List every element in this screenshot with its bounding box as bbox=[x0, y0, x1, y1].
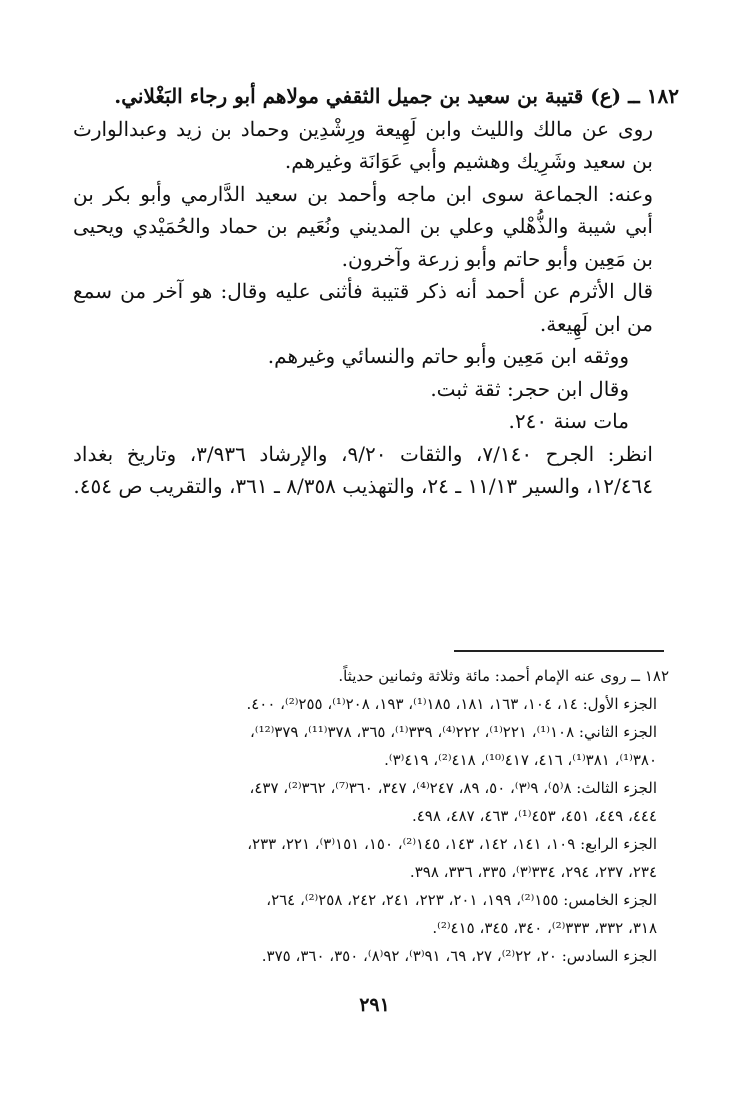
footnote-volume-3-continued: ٤٤٤، ٤٤٩، ٤٥١، ٤٥٣⁽¹⁾، ٤٦٣، ٤٨٧، ٤٩٨. bbox=[411, 807, 657, 825]
footnote-volume-1 bbox=[73, 690, 669, 718]
references-paragraph: انظر: الجرح ٧/١٤٠، والثقات ٩/٢٠، والإرشاد ٣/٩٣٦، وتاريخ بغداد ١٢/٤٦٤، والسير ١١/١٣ ـ ٢٤، والتهذيب ٨/٣٥٨ ـ ٣٦١، والتقريب ص ٤٥٤. bbox=[73, 441, 653, 498]
volume-label: الجزء الرابع: bbox=[580, 835, 657, 853]
volume-label: الجزء السادس: bbox=[561, 947, 657, 965]
footnote-section bbox=[73, 662, 669, 970]
biography-entry bbox=[73, 80, 679, 503]
volume-numbers: ٢٠، ٢٢⁽²⁾، ٢٧، ٦٩، ٩١⁽٣⁾، ٩٢⁽٨⁾، ٣٥٠، ٣٦٠، ٣٧٥. bbox=[261, 947, 557, 965]
volume-numbers: ٨⁽٥⁾، ٩⁽٣⁾، ٥٠، ٨٩، ٢٤٧⁽⁴⁾، ٣٤٧، ٣٦٠⁽⁷⁾، ٣٦٢⁽²⁾، ٤٣٧، bbox=[249, 779, 572, 797]
footnote-volume-4 bbox=[73, 830, 669, 858]
footnote-volume-6 bbox=[73, 942, 669, 970]
narrators-to-paragraph: وعنه: الجماعة سوى ابن ماجه وأحمد بن سعيد الدَّارمي وأبو بكر بن أبي شيبة والذُّهْلي وعلي بن المديني ونُعَيم بن حماد والحُمَيْدي ويحيى بن مَعِين وأبو حاتم وأبو زرعة وآخرون. bbox=[73, 181, 653, 271]
footnote-volume-2 bbox=[73, 718, 669, 746]
death-paragraph: مات سنة ٢٤٠. bbox=[508, 409, 629, 433]
footnote-intro: ١٨٢ ــ روى عنه الإمام أحمد: مائة وثلاثة وثمانين حديثاً. bbox=[338, 667, 669, 685]
tawthiq-paragraph: ووثقه ابن مَعِين وأبو حاتم والنسائي وغيرهم. bbox=[267, 344, 629, 368]
footnote-volume-3 bbox=[73, 774, 669, 802]
narrators-from-paragraph: روى عن مالك والليث وابن لَهِيعة ورِشْدِين وحماد بن زيد وعبدالوارث بن سعيد وشَرِيك وهشيم وأبي عَوَانَة وغيرهم. bbox=[73, 116, 653, 173]
volume-label: الجزء الخامس: bbox=[563, 891, 657, 909]
footnote-volume-2-continued: ٣٨٠⁽¹⁾، ٣٨١⁽¹⁾، ٤١٦، ٤١٧⁽¹⁰⁾، ٤١٨⁽²⁾، ٤١٩⁽٣⁾. bbox=[384, 751, 657, 769]
footnote-separator bbox=[454, 650, 664, 652]
footnote-volume-5 bbox=[73, 886, 669, 914]
volume-label: الجزء الأول: bbox=[582, 695, 657, 713]
footnote-volume-4-continued: ٢٣٤، ٢٣٧، ٢٩٤، ٣٣٤⁽٣⁾، ٣٣٥، ٣٣٦، ٣٩٨. bbox=[409, 863, 657, 881]
volume-numbers: ١٠٩، ١٤١، ١٤٢، ١٤٣، ١٤٥⁽²⁾، ١٥٠، ١٥١⁽٣⁾، ٢٢١، ٢٣٣، bbox=[247, 835, 576, 853]
volume-label: الجزء الثالث: bbox=[576, 779, 657, 797]
volume-numbers: ١٤، ١٠٤، ١٦٣، ١٨١، ١٨٥⁽¹⁾، ١٩٣، ٢٠٨⁽¹⁾، ٢٥٥⁽²⁾، ٤٠٠. bbox=[246, 695, 578, 713]
page-number: ٢٩١ bbox=[359, 994, 390, 1016]
ibn-hajar-paragraph: وقال ابن حجر: ثقة ثبت. bbox=[430, 376, 629, 401]
entry-heading: ١٨٢ ــ (ع) قتيبة بن سعيد بن جميل الثقفي مولاهم أبو رجاء البَغْلاني. bbox=[114, 84, 679, 108]
athram-quote-paragraph: قال الأثرم عن أحمد أنه ذكر قتيبة فأثنى عليه وقال: هو آخر من سمع من ابن لَهِيعة. bbox=[73, 279, 654, 336]
volume-label: الجزء الثاني: bbox=[578, 723, 657, 741]
volume-numbers: ١٥٥⁽²⁾، ١٩٩، ٢٠١، ٢٢٣، ٢٤١، ٢٤٢، ٢٥٨⁽²⁾، ٢٦٤، bbox=[266, 891, 559, 909]
volume-numbers: ١٠٨⁽¹⁾، ٢٢١⁽¹⁾، ٢٢٢⁽⁴⁾، ٣٣٩⁽¹⁾، ٣٦٥، ٣٧٨⁽¹¹⁾، ٣٧٩⁽¹²⁾، bbox=[250, 723, 575, 741]
footnote-volume-5-continued: ٣١٨، ٣٣٢، ٣٣٣⁽²⁾، ٣٤٠، ٣٤٥، ٤١٥⁽²⁾. bbox=[432, 919, 657, 937]
